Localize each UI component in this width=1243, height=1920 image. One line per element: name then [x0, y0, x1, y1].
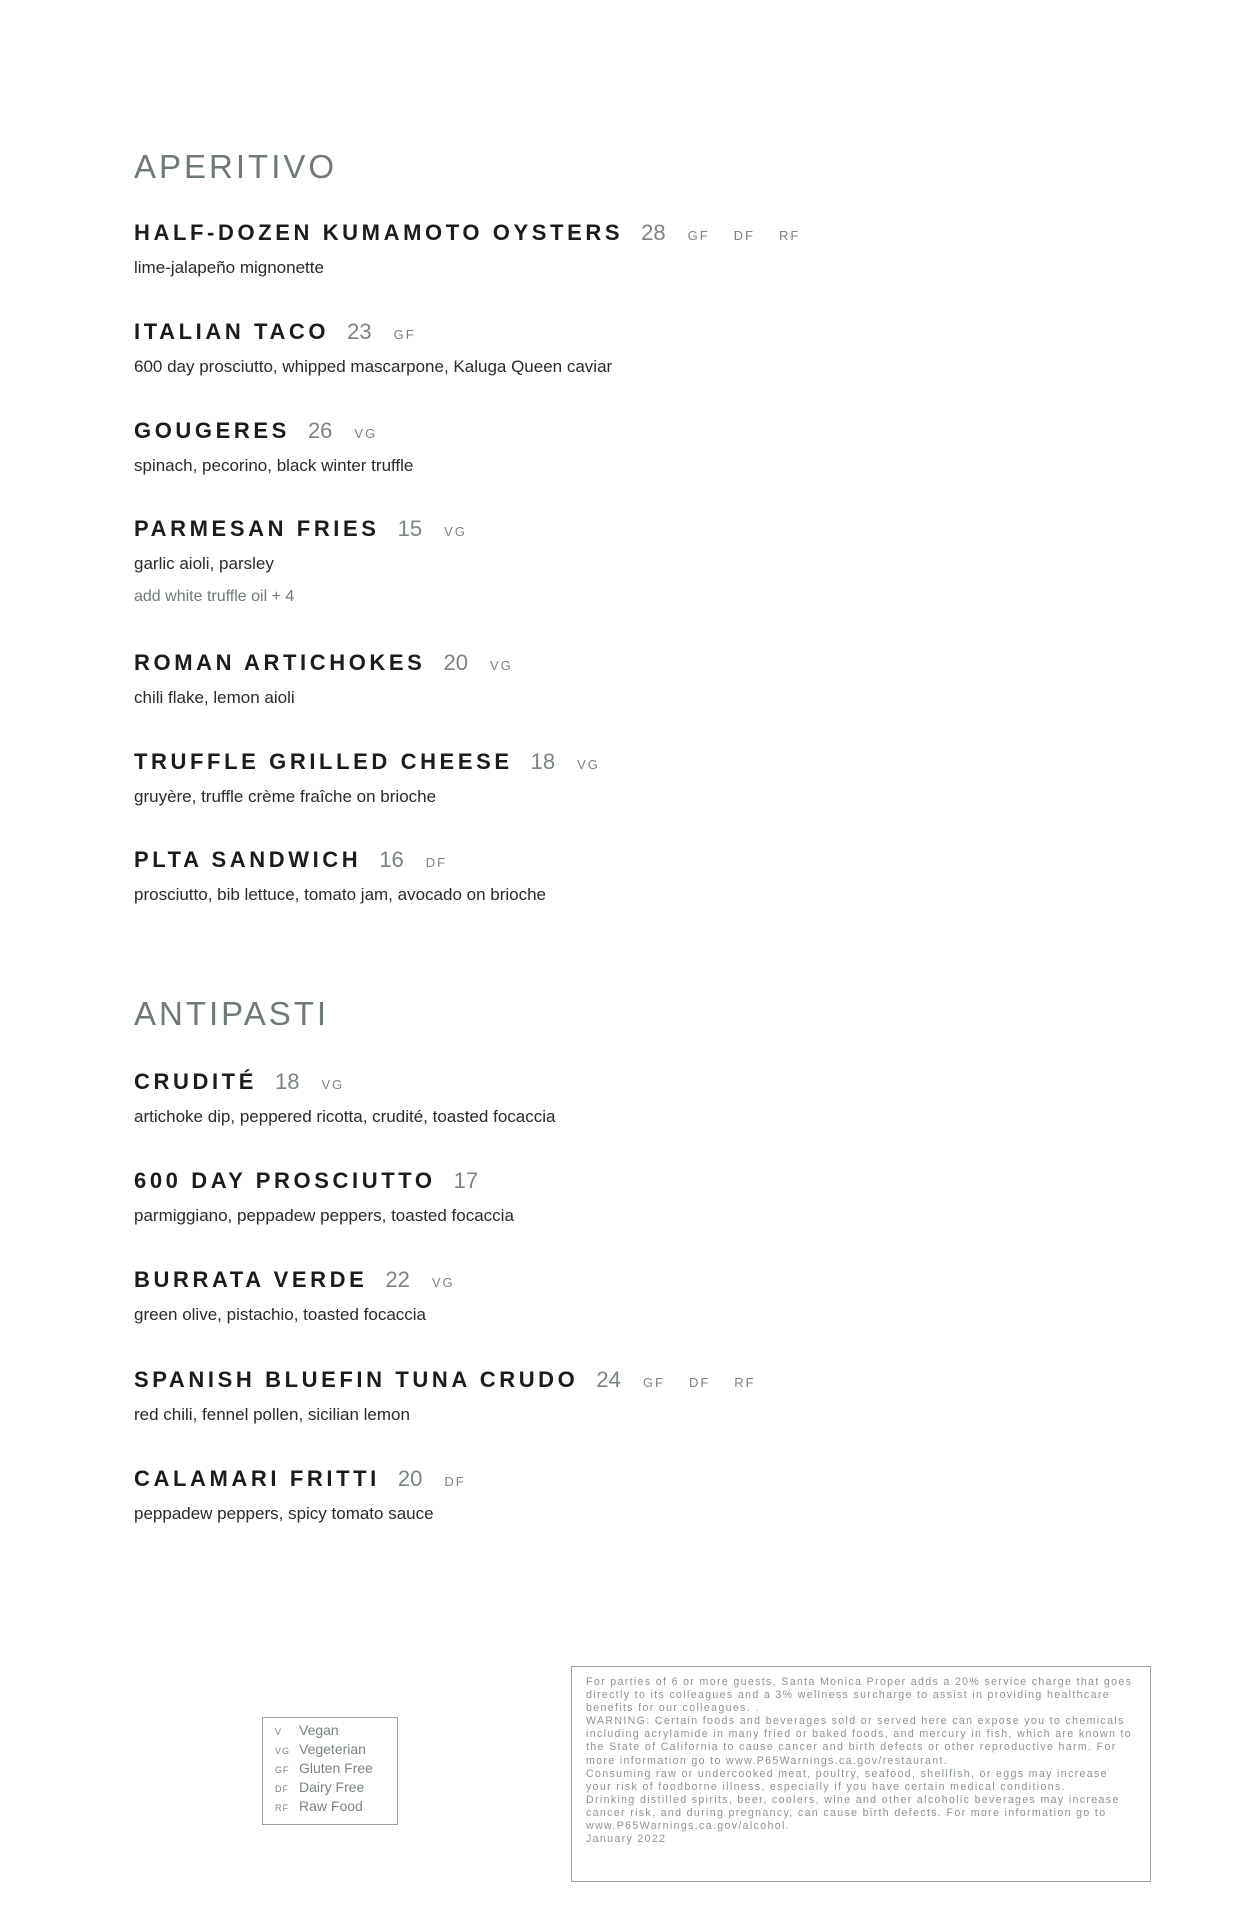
dietary-tag: GF	[687, 228, 710, 243]
menu-item	[134, 220, 800, 278]
menu-item-description: parmiggiano, peppadew peppers, toasted focaccia	[134, 1206, 514, 1225]
dietary-tag: DF	[425, 855, 448, 870]
menu-item-description: prosciutto, bib lettuce, tomato jam, avocado on brioche	[134, 885, 547, 904]
dietary-tag: DF	[444, 1474, 466, 1489]
menu-item-header	[134, 220, 800, 246]
dietary-tag: VG	[431, 1275, 455, 1290]
legend-abbreviation: GF	[275, 1765, 290, 1775]
notice-paragraph: January 2022	[586, 1833, 667, 1846]
menu-item-price: 18	[530, 749, 556, 774]
menu-item	[134, 418, 413, 476]
menu-item-header	[134, 650, 513, 676]
dietary-tag: DF	[688, 1375, 711, 1390]
notice-paragraph: For parties of 6 or more guests, Santa Monica Proper adds a 20% service charge that goes directly to its colleagues and a 3% wellness surcharge to assist in providing healthcare benefits for our colleagues. .	[586, 1676, 1133, 1715]
dietary-tag: VG	[354, 426, 378, 441]
menu-item-name: SPANISH BLUEFIN TUNA CRUDO	[134, 1367, 579, 1392]
menu-item-header	[134, 1069, 555, 1095]
menu-item-price: 24	[596, 1367, 621, 1392]
dietary-legend	[262, 1717, 398, 1825]
notice-paragraph: Drinking distilled spirits, beer, coolers, wine and other alcoholic beverages may increase cancer risk, and during pregnancy, can cause birth defects. For more information go to www.P65Warnings.ca.gov/alcohol.	[586, 1793, 1120, 1833]
menu-item-price: 28	[641, 220, 666, 245]
menu-item-name: ROMAN ARTICHOKES	[134, 650, 426, 675]
menu-item-name: 600 DAY PROSCIUTTO	[134, 1168, 436, 1193]
menu-item-description: peppadew peppers, spicy tomato sauce	[134, 1504, 434, 1523]
menu-item	[134, 1267, 455, 1325]
menu-item-price: 15	[397, 516, 423, 541]
legend-label: Vegeterian	[299, 1741, 366, 1757]
menu-item-description: spinach, pecorino, black winter truffle	[134, 456, 414, 475]
menu-item-price: 20	[397, 1466, 423, 1491]
legend-abbreviation: RF	[275, 1803, 289, 1813]
menu-item-price: 18	[274, 1069, 300, 1094]
legend-abbreviation: V	[275, 1727, 283, 1737]
menu-item	[134, 847, 546, 905]
dietary-tag: VG	[489, 658, 513, 673]
menu-item-description: garlic aioli, parsley	[134, 554, 274, 573]
menu-item-price: 26	[307, 418, 333, 443]
dietary-tag: VG	[321, 1077, 345, 1092]
menu-item-header	[134, 1267, 455, 1293]
legend-row	[275, 1741, 397, 1760]
menu-item-name: BURRATA VERDE	[134, 1267, 368, 1292]
menu-item-description: red chili, fennel pollen, sicilian lemon	[134, 1405, 410, 1424]
dietary-tag: VG	[577, 757, 600, 772]
menu-item-header	[134, 1168, 514, 1194]
legend-label: Gluten Free	[299, 1760, 373, 1776]
menu-item-name: PARMESAN FRIES	[134, 516, 380, 541]
menu-item-header	[134, 418, 413, 444]
legend-row	[275, 1779, 397, 1798]
menu-item-name: TRUFFLE GRILLED CHEESE	[134, 749, 513, 774]
menu-item-name: CALAMARI FRITTI	[134, 1466, 380, 1491]
menu-item-description: 600 day prosciutto, whipped mascarpone, Kaluga Queen caviar	[134, 357, 613, 376]
section-title: ANTIPASTI	[134, 995, 330, 1032]
menu-item	[134, 1367, 756, 1425]
menu-item-price: 16	[379, 847, 404, 872]
notice-paragraph: WARNING: Certain foods and beverages sold or served here can expose you to chemicals including acrylamide in many fried or baked foods, and mercury in fish, which are known to the State of California to cause cancer and birth defects or other reproductive harm. For more information go to www.P65Warnings.ca.gov/restaurant.	[586, 1715, 1133, 1767]
menu-item-header	[134, 749, 600, 775]
dietary-tag: RF	[779, 228, 801, 243]
menu-item	[134, 319, 612, 377]
menu-item-header	[134, 847, 546, 873]
menu-item-name: HALF-DOZEN KUMAMOTO OYSTERS	[134, 220, 624, 245]
menu-item-header	[134, 319, 612, 345]
menu-item-header	[134, 516, 467, 542]
legend-label: Vegan	[299, 1722, 339, 1738]
menu-item-header	[134, 1466, 466, 1492]
menu-item-name: PLTA SANDWICH	[134, 847, 362, 872]
menu-item-price: 23	[347, 319, 372, 344]
menu-item	[134, 650, 513, 708]
menu-item-name: ITALIAN TACO	[134, 319, 330, 344]
legend-row	[275, 1760, 397, 1779]
menu-item	[134, 1168, 514, 1226]
legend-abbreviation: DF	[275, 1784, 289, 1794]
dietary-tag: GF	[393, 327, 416, 342]
legend-label: Dairy Free	[299, 1779, 365, 1795]
menu-item-description: green olive, pistachio, toasted focaccia	[134, 1305, 427, 1324]
menu-item-description: artichoke dip, peppered ricotta, crudité, toasted focaccia	[134, 1107, 556, 1126]
legend-row	[275, 1722, 397, 1741]
menu-item-name: CRUDITÉ	[134, 1069, 257, 1094]
legend-label: Raw Food	[299, 1798, 363, 1814]
menu-item-price: 22	[385, 1267, 410, 1292]
legal-notice	[571, 1666, 1151, 1882]
dietary-tag: RF	[734, 1375, 756, 1390]
dietary-tag: VG	[444, 524, 467, 539]
section-title: APERITIVO	[134, 148, 338, 185]
legend-abbreviation: VG	[275, 1746, 291, 1756]
menu-item-price: 20	[443, 650, 468, 675]
menu-item-name: GOUGERES	[134, 418, 290, 443]
menu-item-description: chili flake, lemon aioli	[134, 688, 295, 707]
menu-item	[134, 749, 600, 807]
menu-item-price: 17	[453, 1168, 479, 1193]
menu-item	[134, 1069, 555, 1127]
menu-item-addon: add white truffle oil + 4	[134, 588, 295, 605]
menu-item	[134, 1466, 466, 1524]
dietary-tag: DF	[733, 228, 756, 243]
notice-paragraph: Consuming raw or undercooked meat, poultry, seafood, shellfish, or eggs may increase your risk of foodborne illness, especially if you have certain medical conditions.	[586, 1767, 1108, 1793]
menu-item-description: gruyère, truffle crème fraîche on brioche	[134, 787, 437, 806]
menu-item	[134, 516, 467, 606]
menu-item-header	[134, 1367, 756, 1393]
menu-item-description: lime-jalapeño mignonette	[134, 258, 324, 277]
dietary-tag: GF	[642, 1375, 665, 1390]
legend-row	[275, 1798, 397, 1817]
